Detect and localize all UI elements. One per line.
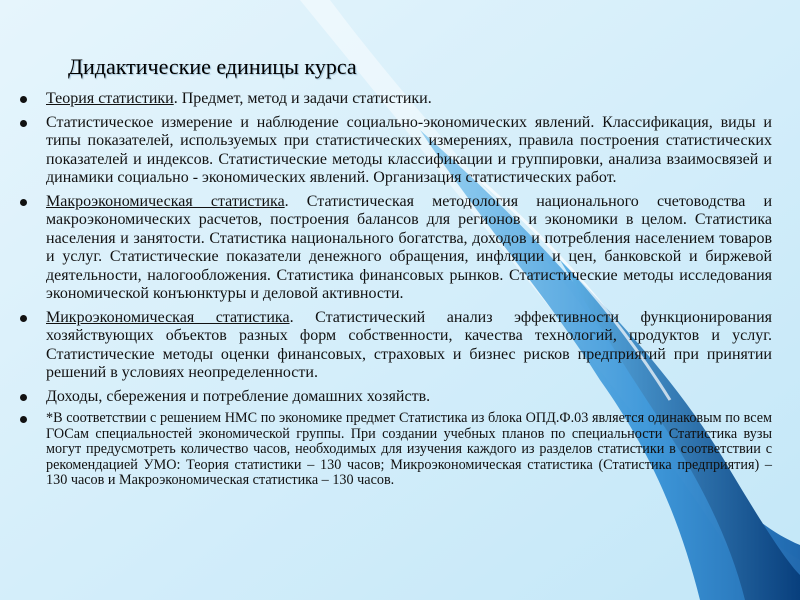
list-item [16, 388, 772, 407]
bullet-icon [20, 416, 27, 423]
slide-title: Дидактические единицы курса [68, 54, 357, 79]
list-item [16, 90, 772, 109]
list-item [16, 193, 772, 304]
microeconomic-statistics-link[interactable]: Микроэкономическая статистика [46, 308, 290, 326]
bullet-icon [20, 120, 27, 127]
list-item [16, 309, 772, 383]
item-text: . Статистический анализ эффективности функционирования хозяйствующих объектов разных форм собственности, качества технологий, продуктов и услуг. Статистические методы оценки финансовых, страховых и бизнес рисков предприятий при принятии решений в условиях неопределенности. [46, 308, 772, 381]
item-text: *В соответствии с решением НМС по экономике предмет Статистика из блока ОПД.Ф.03 является одинаковым по всем ГОСам специальностей экономической группы. При создании учебных планов по специальности Статистика вузы могут предусмотреть количество часов, необходимых для изучения каждого из разделов статистики в соответствии с рекомендацией УМО: Теория статистики – 130 часов; Микроэкономическая статистика (Статистика предприятия) – 130 часов и Макроэкономическая статистика – 130 часов. [46, 410, 772, 489]
macroeconomic-statistics-link[interactable]: Макроэкономическая статистика [46, 192, 285, 210]
theory-statistics-link[interactable]: Теория статистики [46, 90, 174, 107]
item-text: . Статистическая методология национального счетоводства и макроэкономических расчетов, построения балансов для регионов и экономики в целом. Статистика населения и занятости. Статистика национального богатства, доходов и потребления населением товаров и услуг. Статистические показатели денежного обращения, инфляции и цен, банковской и биржевой деятельности, налогообложения. Статистика финансовых рынков. Статистические методы исследования экономической конъюнктуры и деловой активности. [46, 192, 773, 302]
item-text: . Предмет, метод и задачи статистики. [173, 90, 432, 107]
bullet-icon [20, 394, 27, 401]
item-text: Статистическое измерение и наблюдение социально-экономических явлений. Классификация, виды и типы показателей, используемых при статистических измерениях, правила построения статистических показателей и индексов. Статистические методы классификации и группировки, анализа взаимосвязей и динамики социально - экономических явлений. Организация статистических работ. [46, 113, 772, 186]
bullet-icon [20, 315, 27, 322]
bullet-icon [20, 96, 27, 103]
list-item [16, 114, 772, 188]
list-item-footnote [16, 411, 772, 489]
didactic-units-list [16, 90, 772, 494]
bullet-icon [20, 199, 27, 206]
item-text: Доходы, сбережения и потребление домашних хозяйств. [46, 387, 431, 405]
